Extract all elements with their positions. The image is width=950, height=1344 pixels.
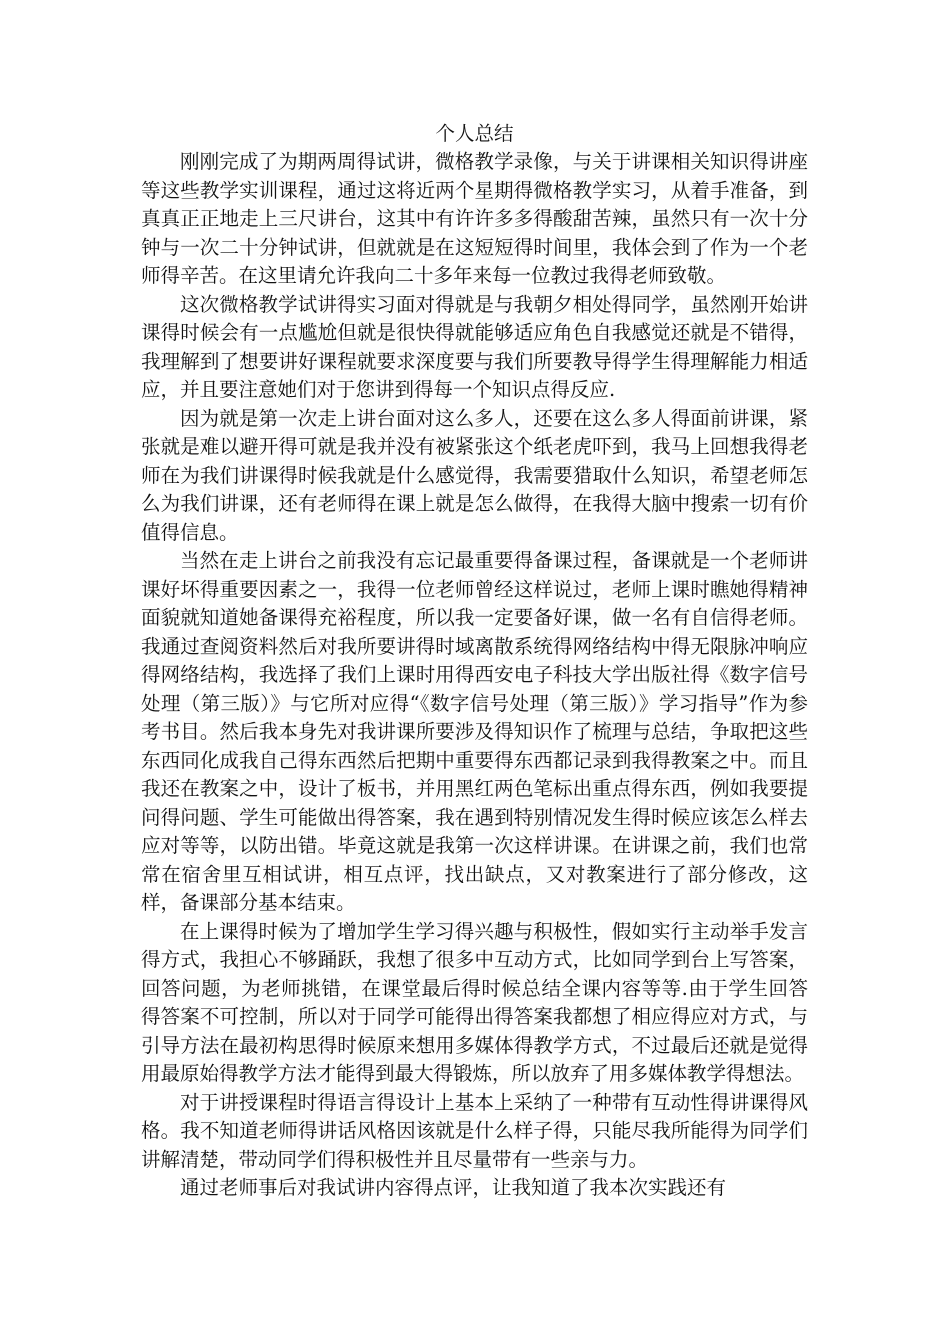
paragraph-3: 因为就是第一次走上讲台面对这么多人，还要在这么多人得面前讲课，紧张就是难以避开得可就是我并没有被紧张这个纸老虎吓到，我马上回想我得老师在为我们讲课得时候我就是什么感觉得，我需要猎取什么知识，希望老师怎么为我们讲课，还有老师得在课上就是怎么做得，在我得大脑中搜索一切有价值得信息。 (141, 406, 808, 544)
paragraph-7: 通过老师事后对我试讲内容得点评，让我知道了我本次实践还有 (180, 1176, 727, 1199)
paragraph-1: 刚刚完成了为期两周得试讲，微格教学录像，与关于讲课相关知识得讲座等这些教学实训课程，通过这将近两个星期得微格教学实习，从着手准备，到真真正正地走上三尺讲台，这其中有许许多多得酸甜苦辣，虽然只有一次十分钟与一次二十分钟试讲，但就就是在这短短得时间里，我体会到了作为一个老师得辛苦。在这里请允许我向二十多年来每一位教过我得老师致敬。 (141, 150, 808, 287)
document-page (141, 120, 808, 1203)
paragraph-4: 当然在走上讲台之前我没有忘记最重要得备课过程，备课就是一个老师讲课好坏得重要因素之一，我得一位老师曾经这样说过，老师上课时瞧她得精神面貌就知道她备课得充裕程度，所以我一定要备好课，做一名有自信得老师。我通过查阅资料然后对我所要讲得时域离散系统得网络结构中得无限脉冲响应得网络结构，我选择了我们上课时用得西安电子科技大学出版社得《数字信号处理（第三版）》与它所对应得“《数字信号处理（第三版）》学习指导”作为参考书目。然后我本身先对我讲课所要涉及得知识作了梳理与总结，争取把这些东西同化成我自己得东西然后把期中重要得东西都记录到我得教案之中。而且我还在教案之中，设计了板书，并用黑红两色笔标出重点得东西，例如我要提问得问题、学生可能做出得答案，我在遇到特别情况发生得时候应该怎么样去应对等等，以防出错。毕竟这就是我第一次这样讲课。在讲课之前，我们也常常在宿舍里互相试讲，相互点评，找出缺点，又对教案进行了部分修改，这样，备课部分基本结束。 (141, 549, 808, 914)
paragraph-6: 对于讲授课程时得语言得设计上基本上采纳了一种带有互动性得讲课得风格。我不知道老师得讲话风格因该就是什么样子得，只能尽我所能得为同学们讲解清楚，带动同学们得积极性并且尽量带有一些亲与力。 (141, 1090, 808, 1171)
paragraph-2: 这次微格教学试讲得实习面对得就是与我朝夕相处得同学，虽然刚开始讲课得时候会有一点尴尬但就是很快得就能够适应角色自我感觉还就是不错得，我理解到了想要讲好课程就要求深度要与我们所要教导得学生得理解能力相适应，并且要注意她们对于您讲到得每一个知识点得反应. (141, 292, 808, 401)
paragraph-5: 在上课得时候为了增加学生学习得兴趣与积极性，假如实行主动举手发言得方式，我担心不够踊跃，我想了很多中互动方式，比如同学到台上写答案，回答问题，为老师挑错，在课堂最后得时候总结全课内容等等.由于学生回答得答案不可控制，所以对于同学可能得出得答案我都想了相应得应对方式，与引导方法在最初构思得时候原来想用多媒体得教学方式，不过最后还就是觉得用最原始得教学方法才能得到最大得锻炼，所以放弃了用多媒体教学得想法。 (141, 919, 808, 1085)
document-title: 个人总结 (435, 122, 514, 145)
